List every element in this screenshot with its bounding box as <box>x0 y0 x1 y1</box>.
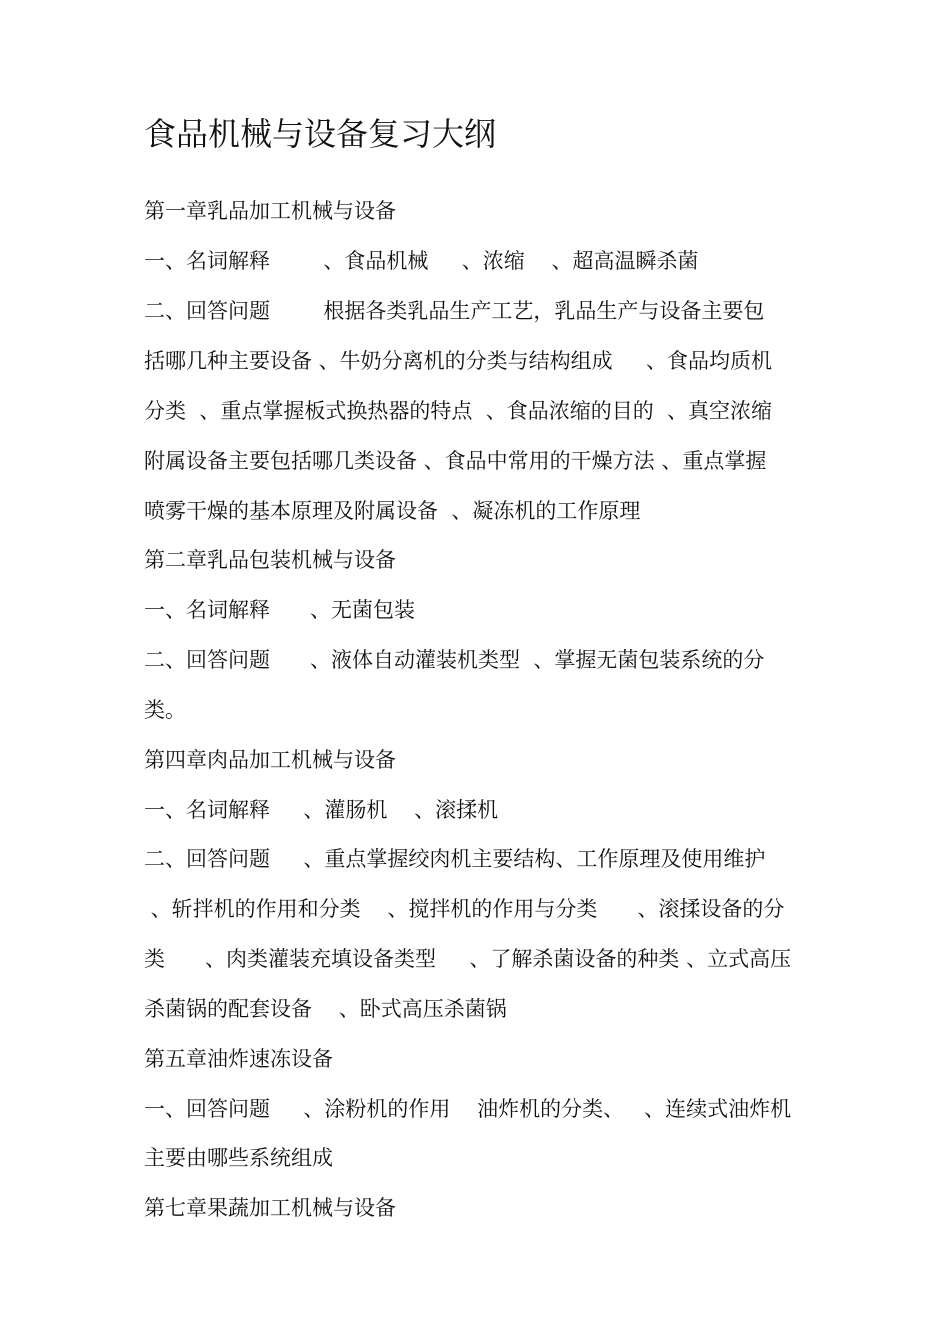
text-line: 、斩拌机的作用和分类 、搅拌机的作用与分类 、滚揉设备的分 <box>144 897 785 921</box>
text-line: 二、回答问题 根据各类乳品生产工艺，乳品生产与设备主要包 <box>144 299 765 323</box>
text-line: 主要由哪些系统组成 <box>144 1146 333 1170</box>
text-line: 类。 <box>144 698 186 722</box>
chapter-heading: 第五章油炸速冻设备 <box>144 1047 333 1071</box>
chapter-heading: 第七章果蔬加工机械与设备 <box>144 1196 396 1220</box>
text-line: 喷雾干燥的基本原理及附属设备 、凝冻机的工作原理 <box>144 499 641 523</box>
text-line: 一、名词解释 、灌肠机 、滚揉机 <box>144 798 499 822</box>
text-line: 一、名词解释 、食品机械 、浓缩 、超高温瞬杀菌 <box>144 249 699 273</box>
chapter-heading: 第四章肉品加工机械与设备 <box>144 748 396 772</box>
chapter-heading: 第二章乳品包装机械与设备 <box>144 548 396 572</box>
text-line: 一、名词解释 、无菌包装 <box>144 598 416 622</box>
text-line: 一、回答问题 、涂粉机的作用 油炸机的分类、 、连续式油炸机 <box>144 1097 792 1121</box>
text-line: 分类 、重点掌握板式换热器的特点 、食品浓缩的目的 、真空浓缩 <box>144 399 773 423</box>
text-line: 二、回答问题 、液体自动灌装机类型 、掌握无菌包装系统的分 <box>144 648 765 672</box>
document-title: 食品机械与设备复习大纲 <box>144 115 497 153</box>
text-line: 类 、肉类灌装充填设备类型 、了解杀菌设备的种类 、立式高压 <box>144 947 792 971</box>
text-line: 括哪几种主要设备 、牛奶分离机的分类与结构组成 、食品均质机 <box>144 349 773 373</box>
chapter-heading: 第一章乳品加工机械与设备 <box>144 199 396 223</box>
text-line: 二、回答问题 、重点掌握绞肉机主要结构、工作原理及使用维护 <box>144 847 766 871</box>
text-line: 附属设备主要包括哪几类设备 、食品中常用的干燥方法 、重点掌握 <box>144 449 767 473</box>
text-line: 杀菌锅的配套设备 、卧式高压杀菌锅 <box>144 997 507 1021</box>
